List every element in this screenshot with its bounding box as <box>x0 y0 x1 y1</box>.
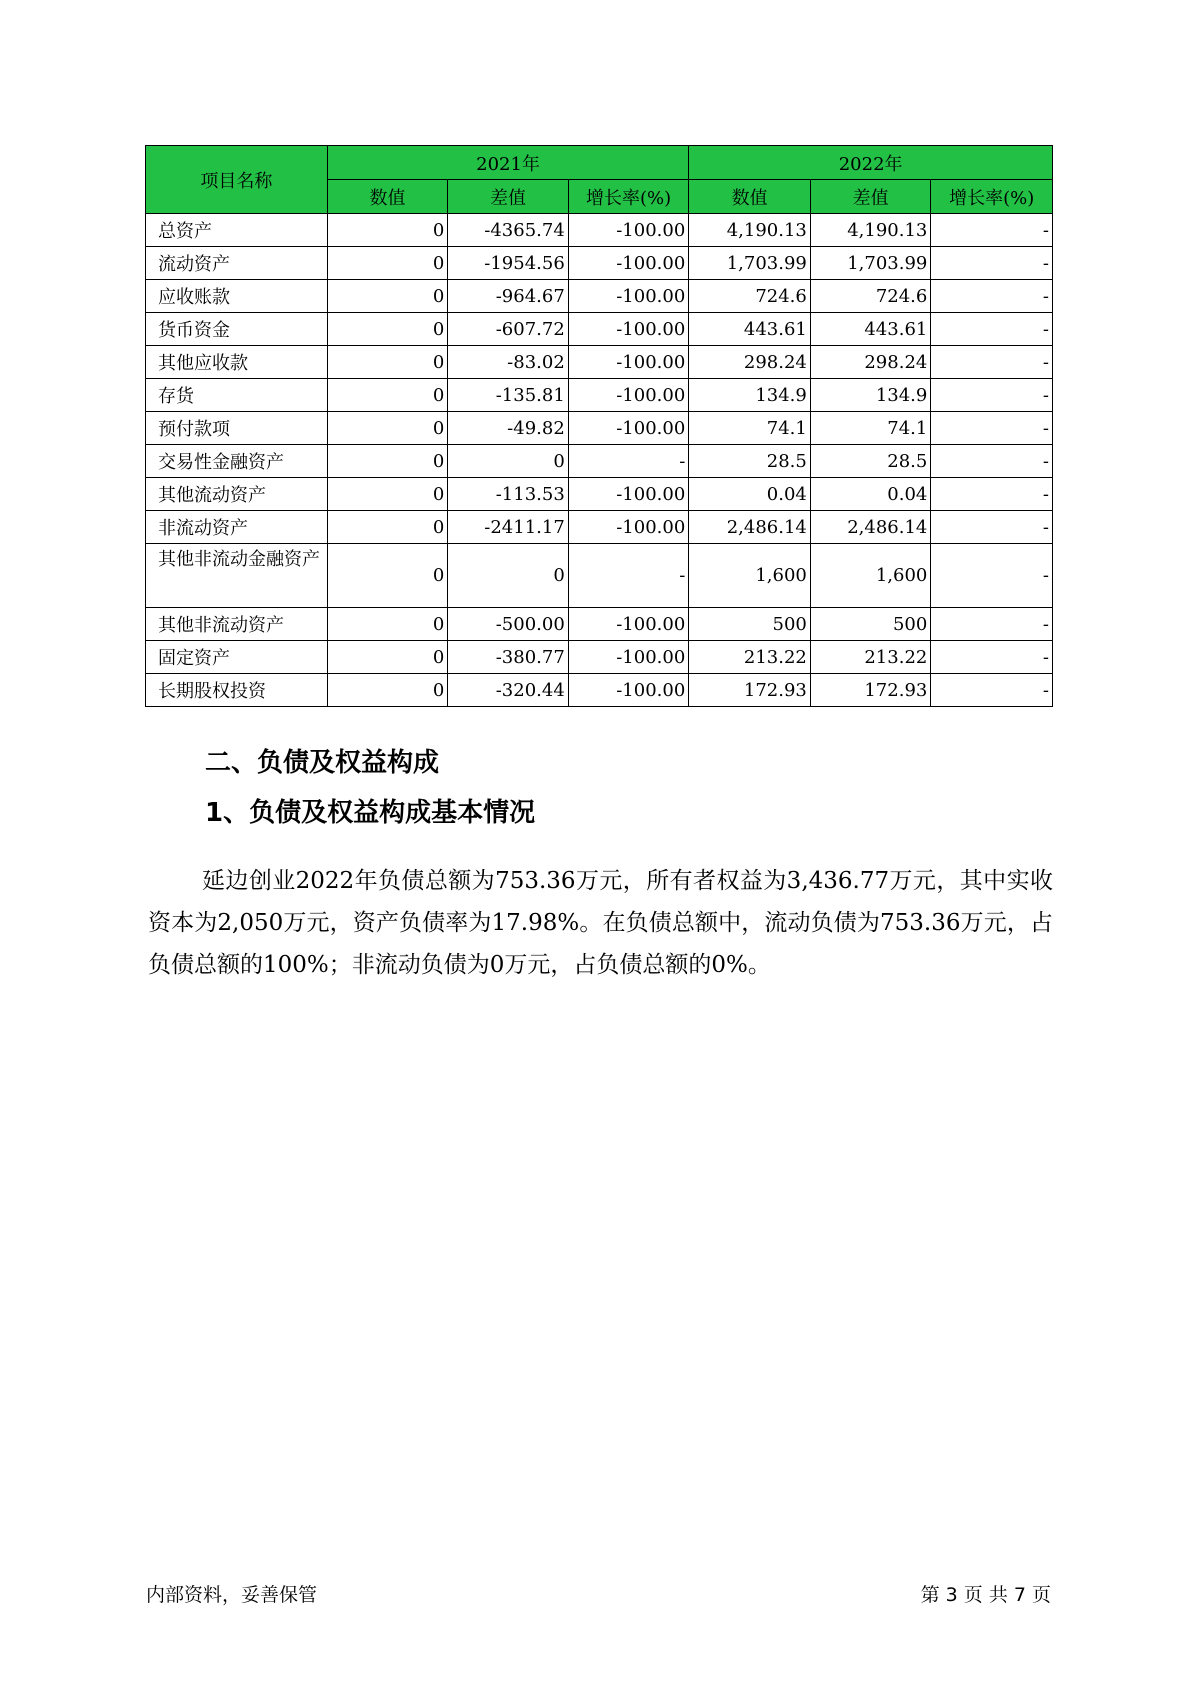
table-cell: 0 <box>327 608 447 641</box>
table-cell: 0 <box>327 478 447 511</box>
table-cell: -135.81 <box>448 379 568 412</box>
table-cell: -380.77 <box>448 641 568 674</box>
table-cell: 0 <box>448 445 568 478</box>
table-cell: -4365.74 <box>448 214 568 247</box>
table-cell: - <box>931 511 1053 544</box>
row-label: 货币资金 <box>146 313 328 346</box>
table-cell: - <box>931 280 1053 313</box>
table-cell: -100.00 <box>568 641 689 674</box>
table-cell: 0 <box>327 412 447 445</box>
footer-confidential: 内部资料，妥善保管 <box>146 1584 318 1606</box>
table-cell: - <box>568 544 689 608</box>
table-cell: -100.00 <box>568 214 689 247</box>
table-cell: - <box>931 247 1053 280</box>
table-cell: -100.00 <box>568 674 689 707</box>
table-cell: - <box>931 641 1053 674</box>
table-cell: -49.82 <box>448 412 568 445</box>
table-cell: 500 <box>689 608 811 641</box>
table-cell: 1,600 <box>810 544 930 608</box>
table-cell: -100.00 <box>568 280 689 313</box>
table-cell: -2411.17 <box>448 511 568 544</box>
table-cell: 172.93 <box>810 674 930 707</box>
body-paragraph: 延边创业2022年负债总额为753.36万元，所有者权益为3,436.77万元，其中实收资本为2,050万元，资产负债率为17.98%。在负债总额中，流动负债为753.36万元，占负债总额的100%；非流动负债为0万元，占负债总额的0%。 <box>148 868 1053 978</box>
row-label: 总资产 <box>146 214 328 247</box>
table-cell: - <box>931 313 1053 346</box>
table-cell: 1,703.99 <box>810 247 930 280</box>
row-label: 其他流动资产 <box>146 478 328 511</box>
table-cell: -100.00 <box>568 379 689 412</box>
table-cell: 724.6 <box>810 280 930 313</box>
table-cell: -83.02 <box>448 346 568 379</box>
table-row <box>146 674 1053 707</box>
table-row <box>146 445 1053 478</box>
table-cell: 1,600 <box>689 544 811 608</box>
table-row <box>146 412 1053 445</box>
table-cell: - <box>931 379 1053 412</box>
table-row <box>146 247 1053 280</box>
table-row <box>146 214 1053 247</box>
table-cell: 0.04 <box>689 478 811 511</box>
sub-header: 增长率(%) <box>931 180 1053 214</box>
row-label: 预付款项 <box>146 412 328 445</box>
table-row <box>146 346 1053 379</box>
table-cell: -100.00 <box>568 346 689 379</box>
table-row <box>146 478 1053 511</box>
footer-page-number: 第 3 页 共 7 页 <box>920 1584 1051 1606</box>
row-label: 非流动资产 <box>146 511 328 544</box>
table-row <box>146 511 1053 544</box>
row-label: 交易性金融资产 <box>146 445 328 478</box>
table-row <box>146 313 1053 346</box>
table-cell: - <box>931 674 1053 707</box>
table-cell: 28.5 <box>689 445 811 478</box>
table-cell: -100.00 <box>568 313 689 346</box>
table-cell: -100.00 <box>568 247 689 280</box>
table-row <box>146 608 1053 641</box>
table-cell: - <box>931 346 1053 379</box>
table-cell: 1,703.99 <box>689 247 811 280</box>
table-row <box>146 544 1053 608</box>
table-cell: 500 <box>810 608 930 641</box>
table-cell: - <box>931 445 1053 478</box>
table-cell: 0 <box>327 511 447 544</box>
table-cell: - <box>931 478 1053 511</box>
table-cell: 443.61 <box>810 313 930 346</box>
table-cell: -964.67 <box>448 280 568 313</box>
table-cell: 134.9 <box>810 379 930 412</box>
row-label: 其他非流动资产 <box>146 608 328 641</box>
table-cell: 213.22 <box>689 641 811 674</box>
table-cell: 28.5 <box>810 445 930 478</box>
table-cell: 0 <box>327 313 447 346</box>
table-cell: 0 <box>327 641 447 674</box>
table-cell: 4,190.13 <box>810 214 930 247</box>
sub-header: 数值 <box>689 180 811 214</box>
table-cell: 443.61 <box>689 313 811 346</box>
table-cell: 0.04 <box>810 478 930 511</box>
table-cell: 0 <box>327 280 447 313</box>
table-body <box>146 214 1053 707</box>
table-cell: -1954.56 <box>448 247 568 280</box>
table-cell: -607.72 <box>448 313 568 346</box>
table-cell: 0 <box>327 674 447 707</box>
row-label: 固定资产 <box>146 641 328 674</box>
asset-table <box>145 145 1053 707</box>
table-cell: -113.53 <box>448 478 568 511</box>
table-cell: 0 <box>327 214 447 247</box>
table-cell: -320.44 <box>448 674 568 707</box>
table-cell: - <box>931 214 1053 247</box>
table-cell: 2,486.14 <box>810 511 930 544</box>
row-label: 其他非流动金融资产 <box>146 544 328 608</box>
table-cell: 2,486.14 <box>689 511 811 544</box>
table-row <box>146 280 1053 313</box>
table-cell: 0 <box>327 346 447 379</box>
table-cell: -500.00 <box>448 608 568 641</box>
table-cell: 724.6 <box>689 280 811 313</box>
table-cell: 4,190.13 <box>689 214 811 247</box>
table-cell: 172.93 <box>689 674 811 707</box>
table-cell: 134.9 <box>689 379 811 412</box>
row-label: 存货 <box>146 379 328 412</box>
table-row <box>146 379 1053 412</box>
row-label: 其他应收款 <box>146 346 328 379</box>
table-cell: 0 <box>327 544 447 608</box>
table-cell: - <box>931 412 1053 445</box>
sub-header: 增长率(%) <box>568 180 689 214</box>
table-cell: 0 <box>448 544 568 608</box>
table-cell: - <box>931 544 1053 608</box>
col-header-name: 项目名称 <box>146 146 328 214</box>
row-label: 长期股权投资 <box>146 674 328 707</box>
table-cell: -100.00 <box>568 478 689 511</box>
sub-header: 差值 <box>810 180 930 214</box>
table-cell: 74.1 <box>689 412 811 445</box>
table-cell: - <box>931 608 1053 641</box>
table-cell: -100.00 <box>568 412 689 445</box>
subsection-title: 1、负债及权益构成基本情况 <box>205 798 536 828</box>
table-cell: 298.24 <box>689 346 811 379</box>
table-cell: - <box>568 445 689 478</box>
col-header-2021: 2021年 <box>327 146 688 180</box>
table-cell: 74.1 <box>810 412 930 445</box>
table-row <box>146 641 1053 674</box>
table-cell: 298.24 <box>810 346 930 379</box>
sub-header: 差值 <box>448 180 568 214</box>
col-header-2022: 2022年 <box>689 146 1053 180</box>
row-label: 应收账款 <box>146 280 328 313</box>
row-label: 流动资产 <box>146 247 328 280</box>
table-cell: -100.00 <box>568 608 689 641</box>
table-cell: 0 <box>327 379 447 412</box>
section-title: 二、负债及权益构成 <box>205 748 440 778</box>
table-cell: 213.22 <box>810 641 930 674</box>
table-cell: -100.00 <box>568 511 689 544</box>
sub-header: 数值 <box>327 180 447 214</box>
table-cell: 0 <box>327 445 447 478</box>
table-cell: 0 <box>327 247 447 280</box>
